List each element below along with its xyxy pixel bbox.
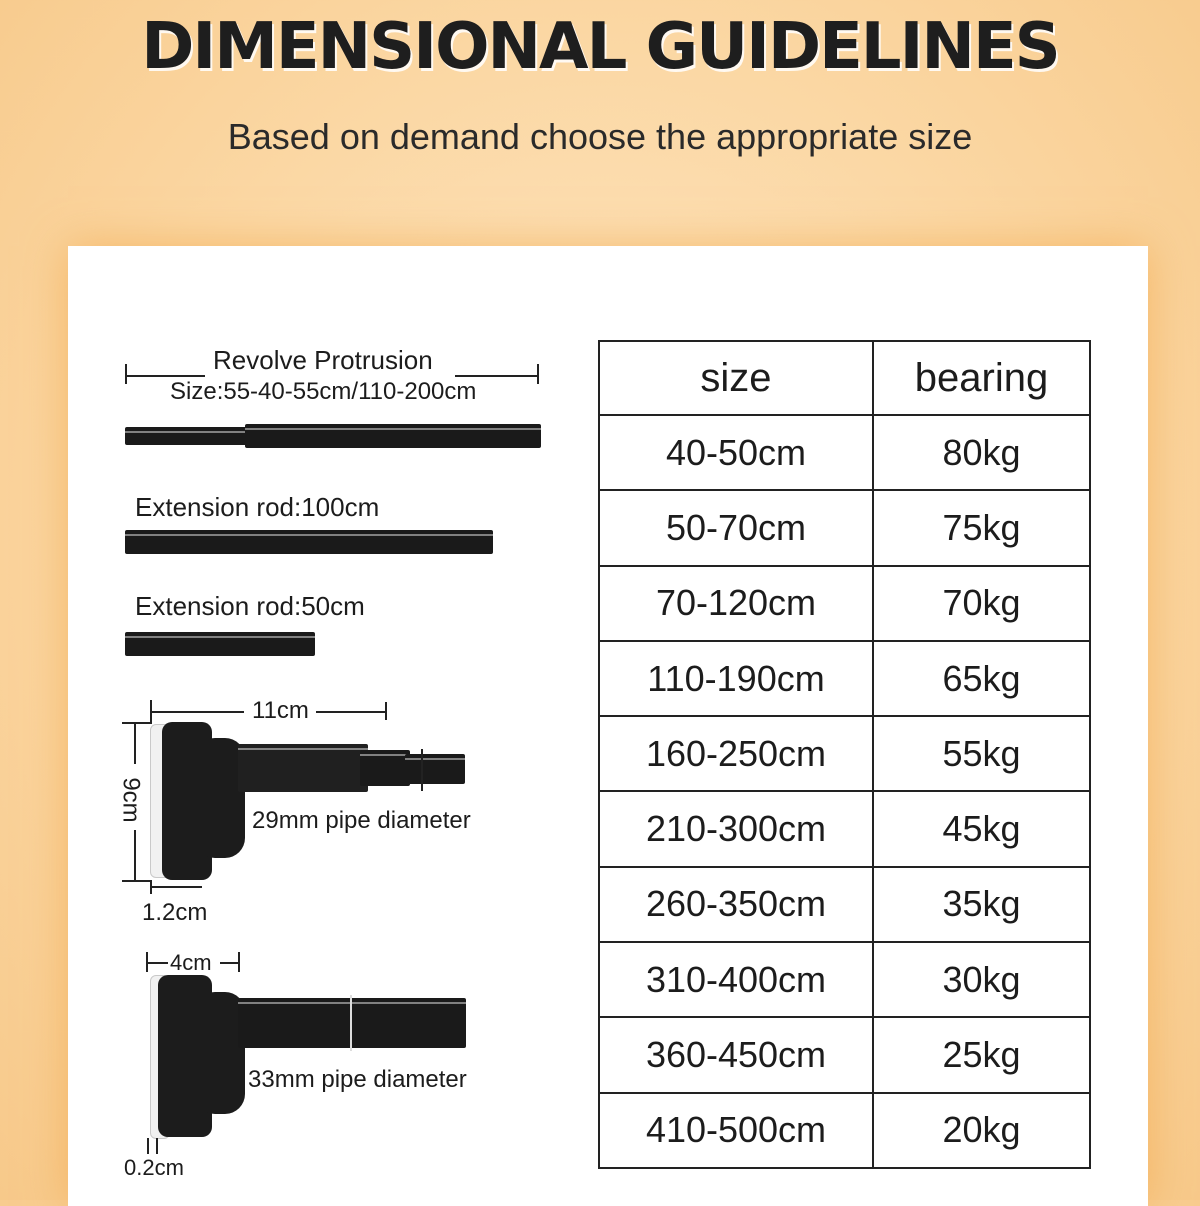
bearing-cell: 35kg xyxy=(873,867,1090,942)
bearing-cell: 25kg xyxy=(873,1017,1090,1092)
extension-rod-50 xyxy=(125,632,315,656)
size-cell: 40-50cm xyxy=(599,415,873,490)
header-bearing: bearing xyxy=(873,341,1090,415)
table-row xyxy=(599,1017,1090,1092)
bearing-cell: 20kg xyxy=(873,1093,1090,1168)
size-cell: 260-350cm xyxy=(599,867,873,942)
page-subtitle: Based on demand choose the appropriate size xyxy=(227,116,973,157)
table-header-row xyxy=(599,341,1090,415)
bearing-cell: 80kg xyxy=(873,415,1090,490)
table-row xyxy=(599,942,1090,1017)
size-cell: 410-500cm xyxy=(599,1093,873,1168)
table-row xyxy=(599,1093,1090,1168)
table-row xyxy=(599,490,1090,565)
table-row xyxy=(599,415,1090,490)
dim-9cm-label: 9cm xyxy=(117,777,145,823)
bearing-cell: 30kg xyxy=(873,942,1090,1017)
size-cell: 50-70cm xyxy=(599,490,873,565)
table-row xyxy=(599,716,1090,791)
dim-11cm-label: 11cm xyxy=(252,697,309,724)
bearing-cell: 55kg xyxy=(873,716,1090,791)
dim-1-2cm-label: 1.2cm xyxy=(142,899,208,926)
bearing-cell: 65kg xyxy=(873,641,1090,716)
pipe-33mm-label: 33mm pipe diameter xyxy=(248,1066,467,1093)
size-cell: 360-450cm xyxy=(599,1017,873,1092)
revolve-size-label: Size:55-40-55cm/110-200cm xyxy=(170,378,477,405)
bearing-cell: 75kg xyxy=(873,490,1090,565)
size-cell: 160-250cm xyxy=(599,716,873,791)
pipe-29mm-label: 29mm pipe diameter xyxy=(252,807,471,834)
size-bearing-table xyxy=(598,340,1091,1169)
bearing-cell: 70kg xyxy=(873,566,1090,641)
size-cell: 310-400cm xyxy=(599,942,873,1017)
table-row xyxy=(599,791,1090,866)
extension-50-label: Extension rod:50cm xyxy=(135,591,365,621)
dim-4cm-label: 4cm xyxy=(170,950,212,975)
extension-rod-100 xyxy=(125,530,493,554)
dim-0-2cm-label: 0.2cm xyxy=(124,1155,184,1180)
revolve-label: Revolve Protrusion xyxy=(213,345,433,375)
extension-100-label: Extension rod:100cm xyxy=(135,492,380,522)
size-cell: 110-190cm xyxy=(599,641,873,716)
bearing-cell: 45kg xyxy=(873,791,1090,866)
table-row xyxy=(599,641,1090,716)
table-row xyxy=(599,566,1090,641)
header-size: size xyxy=(599,341,873,415)
table-row xyxy=(599,867,1090,942)
size-cell: 210-300cm xyxy=(599,791,873,866)
page-title: DIMENSIONAL GUIDELINES xyxy=(141,10,1059,84)
size-cell: 70-120cm xyxy=(599,566,873,641)
